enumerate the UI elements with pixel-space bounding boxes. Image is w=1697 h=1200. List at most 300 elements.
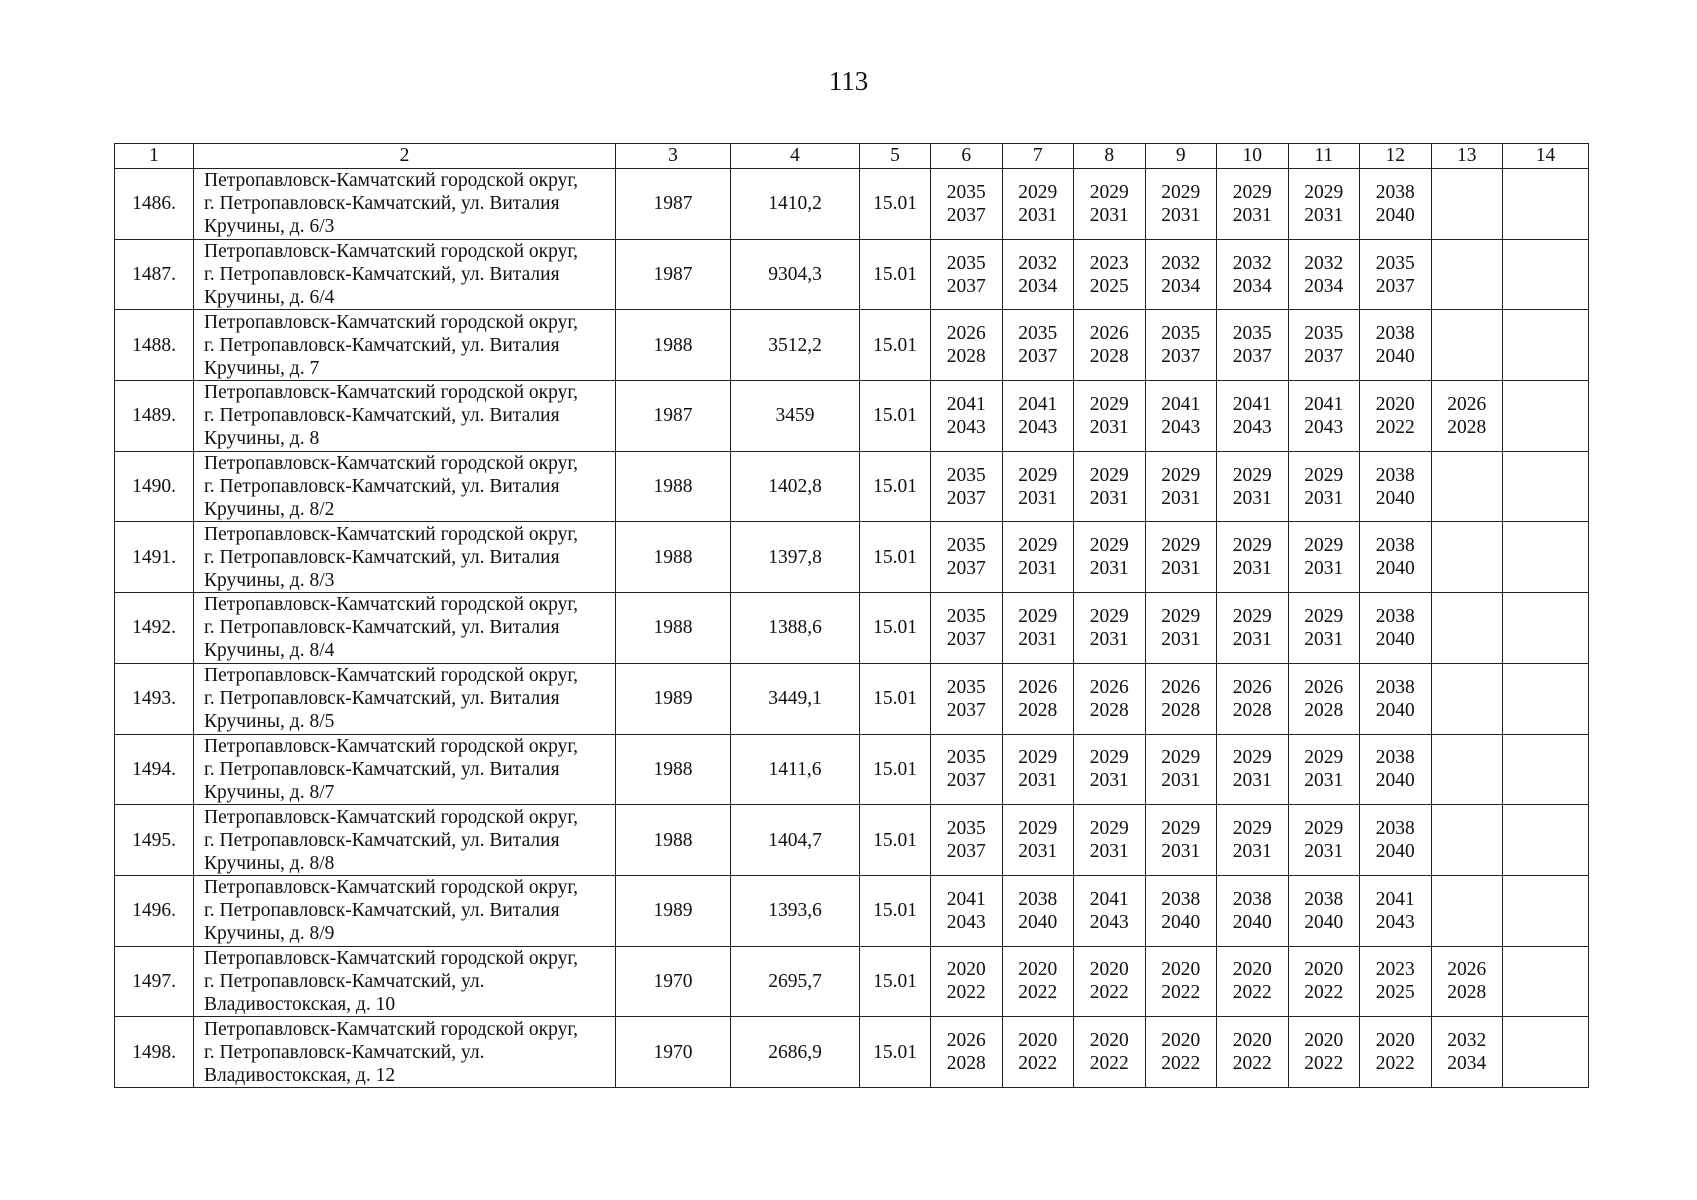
period-start-year: 2029 [1161,535,1201,557]
period-end-year: 2028 [1089,699,1129,721]
period-start-year: 2026 [946,1030,986,1052]
period-end-year: 2040 [1375,487,1415,509]
area-cell: 1393,6 [731,875,860,946]
code-cell: 15.01 [860,169,931,240]
period-cell [1145,946,1217,1017]
table-row [115,593,1589,664]
period-start-year: 2038 [1375,605,1415,627]
column-header: 6 [931,144,1003,169]
period-start-year: 2032 [1304,252,1344,274]
period-start-year: 2041 [1161,393,1201,415]
code-cell: 15.01 [860,1017,931,1088]
period-cell [1002,734,1074,805]
code-cell: 15.01 [860,593,931,664]
period-cell [1288,805,1360,876]
row-number-cell: 1488. [115,310,194,381]
period-cell [1145,169,1217,240]
period-end-year: 2028 [1232,699,1272,721]
area-cell: 1410,2 [731,169,860,240]
row-number-cell: 1495. [115,805,194,876]
year-built-cell: 1988 [616,310,731,381]
period-cell [1145,875,1217,946]
period-cell [1360,310,1432,381]
period-end-year: 2040 [1375,770,1415,792]
period-cell [1074,593,1146,664]
period-cell [1503,593,1589,664]
period-cell [1002,381,1074,452]
period-end-year: 2031 [1089,770,1129,792]
address-line: Петропавловск-Камчатский городской округ, [204,523,579,545]
period-cell [931,734,1003,805]
period-start-year: 2020 [1018,959,1058,981]
code-cell: 15.01 [860,522,931,593]
period-end-year: 2037 [946,275,986,297]
address-line: Петропавловск-Камчатский городской округ, [204,170,579,192]
period-start-year: 2029 [1232,464,1272,486]
address-cell [194,805,616,876]
period-start-year: 2038 [1375,818,1415,840]
year-built-cell: 1988 [616,805,731,876]
period-end-year: 2031 [1018,628,1058,650]
period-cell [1360,522,1432,593]
period-cell [1145,1017,1217,1088]
period-cell [1074,805,1146,876]
period-end-year: 2022 [1232,1053,1272,1075]
period-cell [1431,734,1503,805]
address-line: г. Петропавловск-Камчатский, ул. Виталия [204,405,560,427]
period-start-year: 2020 [1161,1030,1201,1052]
period-end-year: 2031 [1018,487,1058,509]
period-start-year: 2026 [1447,393,1487,415]
address-line: г. Петропавловск-Камчатский, ул. Виталия [204,476,560,498]
period-end-year: 2043 [1018,416,1058,438]
period-end-year: 2022 [1161,1053,1201,1075]
period-cell [1503,1017,1589,1088]
period-end-year: 2037 [1161,346,1201,368]
period-end-year: 2040 [1375,628,1415,650]
period-start-year: 2029 [1304,605,1344,627]
period-cell [1074,663,1146,734]
period-end-year: 2031 [1089,628,1129,650]
column-header: 4 [731,144,860,169]
period-end-year: 2031 [1161,558,1201,580]
period-start-year: 2029 [1304,181,1344,203]
period-end-year: 2040 [1161,911,1201,933]
period-end-year: 2028 [1161,699,1201,721]
period-cell [1360,805,1432,876]
period-end-year: 2028 [1018,699,1058,721]
row-number-cell: 1490. [115,451,194,522]
period-cell [1217,381,1289,452]
period-cell [1431,875,1503,946]
period-start-year: 2029 [1161,605,1201,627]
period-start-year: 2026 [946,323,986,345]
period-start-year: 2020 [946,959,986,981]
period-cell [1074,310,1146,381]
address-line: г. Петропавловск-Камчатский, ул. Виталия [204,264,560,286]
period-cell [1217,663,1289,734]
row-number-cell: 1494. [115,734,194,805]
period-cell [1002,663,1074,734]
period-start-year: 2029 [1089,605,1129,627]
area-cell: 1388,6 [731,593,860,664]
period-end-year: 2031 [1304,770,1344,792]
year-built-cell: 1970 [616,946,731,1017]
address-cell [194,239,616,310]
period-cell [1503,310,1589,381]
period-cell [1503,381,1589,452]
period-end-year: 2025 [1375,982,1415,1004]
period-end-year: 2031 [1304,204,1344,226]
address-line: г. Петропавловск-Камчатский, ул. Виталия [204,334,560,356]
period-cell [1074,169,1146,240]
period-cell [1002,1017,1074,1088]
address-cell [194,381,616,452]
period-start-year: 2038 [1375,676,1415,698]
column-header: 7 [1002,144,1074,169]
period-start-year: 2020 [1232,1030,1272,1052]
period-cell [1002,169,1074,240]
column-header: 3 [616,144,731,169]
year-built-cell: 1988 [616,522,731,593]
address-cell [194,593,616,664]
row-number-cell: 1496. [115,875,194,946]
period-end-year: 2031 [1232,770,1272,792]
address-cell [194,169,616,240]
period-cell [1431,169,1503,240]
period-start-year: 2029 [1089,181,1129,203]
period-start-year: 2038 [1161,888,1201,910]
period-start-year: 2029 [1018,818,1058,840]
period-cell [1002,805,1074,876]
column-header: 1 [115,144,194,169]
period-end-year: 2022 [1018,1053,1058,1075]
address-line: Кручины, д. 8/9 [204,923,335,945]
period-start-year: 2023 [1089,252,1129,274]
period-cell [931,875,1003,946]
period-start-year: 2029 [1232,747,1272,769]
period-end-year: 2043 [1161,416,1201,438]
period-cell [1431,522,1503,593]
address-cell [194,310,616,381]
address-line: Петропавловск-Камчатский городской округ, [204,311,579,333]
period-cell [1431,663,1503,734]
period-cell [1145,451,1217,522]
period-start-year: 2038 [1375,323,1415,345]
period-end-year: 2031 [1161,770,1201,792]
year-built-cell: 1989 [616,663,731,734]
code-cell: 15.01 [860,310,931,381]
period-cell [931,381,1003,452]
period-start-year: 2041 [946,393,986,415]
row-number-cell: 1489. [115,381,194,452]
period-cell [1288,663,1360,734]
period-end-year: 2040 [1304,911,1344,933]
period-end-year: 2022 [1375,1053,1415,1075]
period-cell [1360,734,1432,805]
period-start-year: 2026 [1089,676,1129,698]
period-start-year: 2029 [1304,818,1344,840]
address-cell [194,663,616,734]
address-line: Петропавловск-Камчатский городской округ, [204,735,579,757]
period-cell [1074,451,1146,522]
period-end-year: 2037 [946,770,986,792]
period-start-year: 2035 [1018,323,1058,345]
table-row [115,381,1589,452]
period-cell [1002,875,1074,946]
period-end-year: 2031 [1161,487,1201,509]
period-start-year: 2035 [1232,323,1272,345]
period-cell [1217,946,1289,1017]
period-cell [1503,875,1589,946]
period-end-year: 2022 [1089,1053,1129,1075]
period-cell [931,1017,1003,1088]
address-line: Кручины, д. 8/5 [204,711,335,733]
period-start-year: 2029 [1089,464,1129,486]
period-end-year: 2031 [1232,558,1272,580]
address-line: Кручины, д. 7 [204,357,320,379]
period-end-year: 2031 [1089,841,1129,863]
address-line: Кручины, д. 6/3 [204,216,335,238]
period-cell [1503,451,1589,522]
period-end-year: 2031 [1304,558,1344,580]
period-end-year: 2031 [1232,204,1272,226]
period-cell [1360,169,1432,240]
area-cell: 2686,9 [731,1017,860,1088]
period-cell [931,239,1003,310]
period-cell [1002,593,1074,664]
period-cell [1217,805,1289,876]
period-end-year: 2031 [1018,558,1058,580]
year-built-cell: 1988 [616,593,731,664]
area-cell: 3459 [731,381,860,452]
period-end-year: 2028 [946,346,986,368]
period-end-year: 2031 [1304,628,1344,650]
address-line: Петропавловск-Камчатский городской округ, [204,241,579,263]
period-end-year: 2034 [1232,275,1272,297]
period-start-year: 2041 [1375,888,1415,910]
period-cell [1288,239,1360,310]
period-cell [931,169,1003,240]
period-cell [1145,734,1217,805]
period-start-year: 2029 [1304,747,1344,769]
period-cell [1145,310,1217,381]
period-start-year: 2029 [1089,393,1129,415]
period-end-year: 2040 [1375,204,1415,226]
period-start-year: 2029 [1232,605,1272,627]
year-built-cell: 1988 [616,734,731,805]
period-end-year: 2031 [1161,204,1201,226]
period-start-year: 2026 [1018,676,1058,698]
period-start-year: 2023 [1375,959,1415,981]
table-row [115,522,1589,593]
column-header: 14 [1503,144,1589,169]
period-start-year: 2041 [1232,393,1272,415]
address-line: Кручины, д. 6/4 [204,287,335,309]
period-start-year: 2035 [946,605,986,627]
address-line: г. Петропавловск-Камчатский, ул. Виталия [204,688,560,710]
address-line: Петропавловск-Камчатский городской округ, [204,877,579,899]
period-cell [1503,663,1589,734]
period-cell [931,593,1003,664]
period-cell [1002,310,1074,381]
period-start-year: 2041 [1018,393,1058,415]
address-cell [194,451,616,522]
period-cell [1217,522,1289,593]
column-header: 12 [1360,144,1432,169]
period-start-year: 2029 [1018,464,1058,486]
period-start-year: 2029 [1018,747,1058,769]
header-row [115,144,1589,169]
period-end-year: 2043 [946,416,986,438]
row-number-cell: 1491. [115,522,194,593]
period-cell [1145,593,1217,664]
period-start-year: 2038 [1304,888,1344,910]
period-start-year: 2029 [1018,605,1058,627]
period-start-year: 2026 [1161,676,1201,698]
column-header: 10 [1217,144,1289,169]
period-start-year: 2035 [946,747,986,769]
period-start-year: 2029 [1089,747,1129,769]
period-start-year: 2035 [1304,323,1344,345]
period-cell [1288,310,1360,381]
period-cell [1431,310,1503,381]
period-end-year: 2040 [1375,558,1415,580]
table-row [115,239,1589,310]
address-line: Петропавловск-Камчатский городской округ, [204,1018,579,1040]
address-line: г. Петропавловск-Камчатский, ул. Виталия [204,758,560,780]
period-cell [1217,239,1289,310]
period-cell [1074,1017,1146,1088]
period-cell [1431,805,1503,876]
year-built-cell: 1970 [616,1017,731,1088]
period-cell [1217,734,1289,805]
period-cell [1217,875,1289,946]
period-end-year: 2022 [1089,982,1129,1004]
period-end-year: 2037 [1018,346,1058,368]
period-cell [1431,1017,1503,1088]
address-line: Кручины, д. 8/7 [204,781,335,803]
period-end-year: 2034 [1447,1053,1487,1075]
area-cell: 3449,1 [731,663,860,734]
period-start-year: 2038 [1375,464,1415,486]
period-end-year: 2031 [1089,558,1129,580]
period-end-year: 2031 [1304,841,1344,863]
column-header: 11 [1288,144,1360,169]
period-end-year: 2031 [1232,841,1272,863]
period-end-year: 2031 [1161,841,1201,863]
period-cell [1360,381,1432,452]
table-row [115,734,1589,805]
address-line: Петропавловск-Камчатский городской округ, [204,382,579,404]
row-number-cell: 1497. [115,946,194,1017]
period-end-year: 2037 [946,558,986,580]
period-end-year: 2037 [946,841,986,863]
period-cell [1002,522,1074,593]
period-end-year: 2031 [1304,487,1344,509]
code-cell: 15.01 [860,381,931,452]
code-cell: 15.01 [860,239,931,310]
period-cell [1288,946,1360,1017]
code-cell: 15.01 [860,451,931,522]
table-row [115,805,1589,876]
area-cell: 1402,8 [731,451,860,522]
period-start-year: 2038 [1232,888,1272,910]
period-end-year: 2022 [1018,982,1058,1004]
period-end-year: 2022 [1161,982,1201,1004]
period-end-year: 2031 [1232,487,1272,509]
address-line: г. Петропавловск-Камчатский, ул. Виталия [204,829,560,851]
period-cell [1145,381,1217,452]
period-start-year: 2038 [1375,535,1415,557]
period-cell [1503,946,1589,1017]
period-start-year: 2038 [1018,888,1058,910]
period-start-year: 2029 [1089,535,1129,557]
period-cell [1360,946,1432,1017]
address-line: г. Петропавловск-Камчатский, ул. Виталия [204,546,560,568]
period-cell [1431,239,1503,310]
period-end-year: 2043 [1304,416,1344,438]
period-end-year: 2037 [1304,346,1344,368]
period-end-year: 2028 [1447,416,1487,438]
address-cell [194,875,616,946]
period-start-year: 2026 [1089,323,1129,345]
address-line: Петропавловск-Камчатский городской округ, [204,453,579,475]
period-start-year: 2020 [1161,959,1201,981]
period-start-year: 2032 [1161,252,1201,274]
period-start-year: 2029 [1304,464,1344,486]
period-end-year: 2034 [1161,275,1201,297]
period-cell [1002,239,1074,310]
period-start-year: 2038 [1375,181,1415,203]
period-cell [1360,593,1432,664]
area-cell: 9304,3 [731,239,860,310]
period-start-year: 2035 [946,181,986,203]
code-cell: 15.01 [860,663,931,734]
period-cell [1217,310,1289,381]
period-end-year: 2040 [1375,841,1415,863]
column-header: 13 [1431,144,1503,169]
year-built-cell: 1989 [616,875,731,946]
period-cell [1503,734,1589,805]
period-cell [1288,451,1360,522]
period-cell [1217,169,1289,240]
period-cell [1074,734,1146,805]
period-cell [1074,381,1146,452]
table-row [115,946,1589,1017]
period-start-year: 2032 [1447,1030,1487,1052]
period-end-year: 2031 [1018,770,1058,792]
period-cell [1288,169,1360,240]
period-start-year: 2020 [1018,1030,1058,1052]
period-start-year: 2035 [1375,252,1415,274]
period-start-year: 2029 [1018,535,1058,557]
period-end-year: 2037 [946,487,986,509]
period-end-year: 2031 [1089,204,1129,226]
period-start-year: 2032 [1232,252,1272,274]
period-cell [1288,734,1360,805]
period-start-year: 2041 [1304,393,1344,415]
column-header: 5 [860,144,931,169]
period-cell [1217,1017,1289,1088]
period-start-year: 2020 [1304,959,1344,981]
year-built-cell: 1987 [616,381,731,452]
period-cell [1360,451,1432,522]
address-line: Владивостокская, д. 12 [204,1064,396,1086]
address-line: Петропавловск-Камчатский городской округ, [204,665,579,687]
address-line: г. Петропавловск-Камчатский, ул. Виталия [204,617,560,639]
period-cell [1145,663,1217,734]
